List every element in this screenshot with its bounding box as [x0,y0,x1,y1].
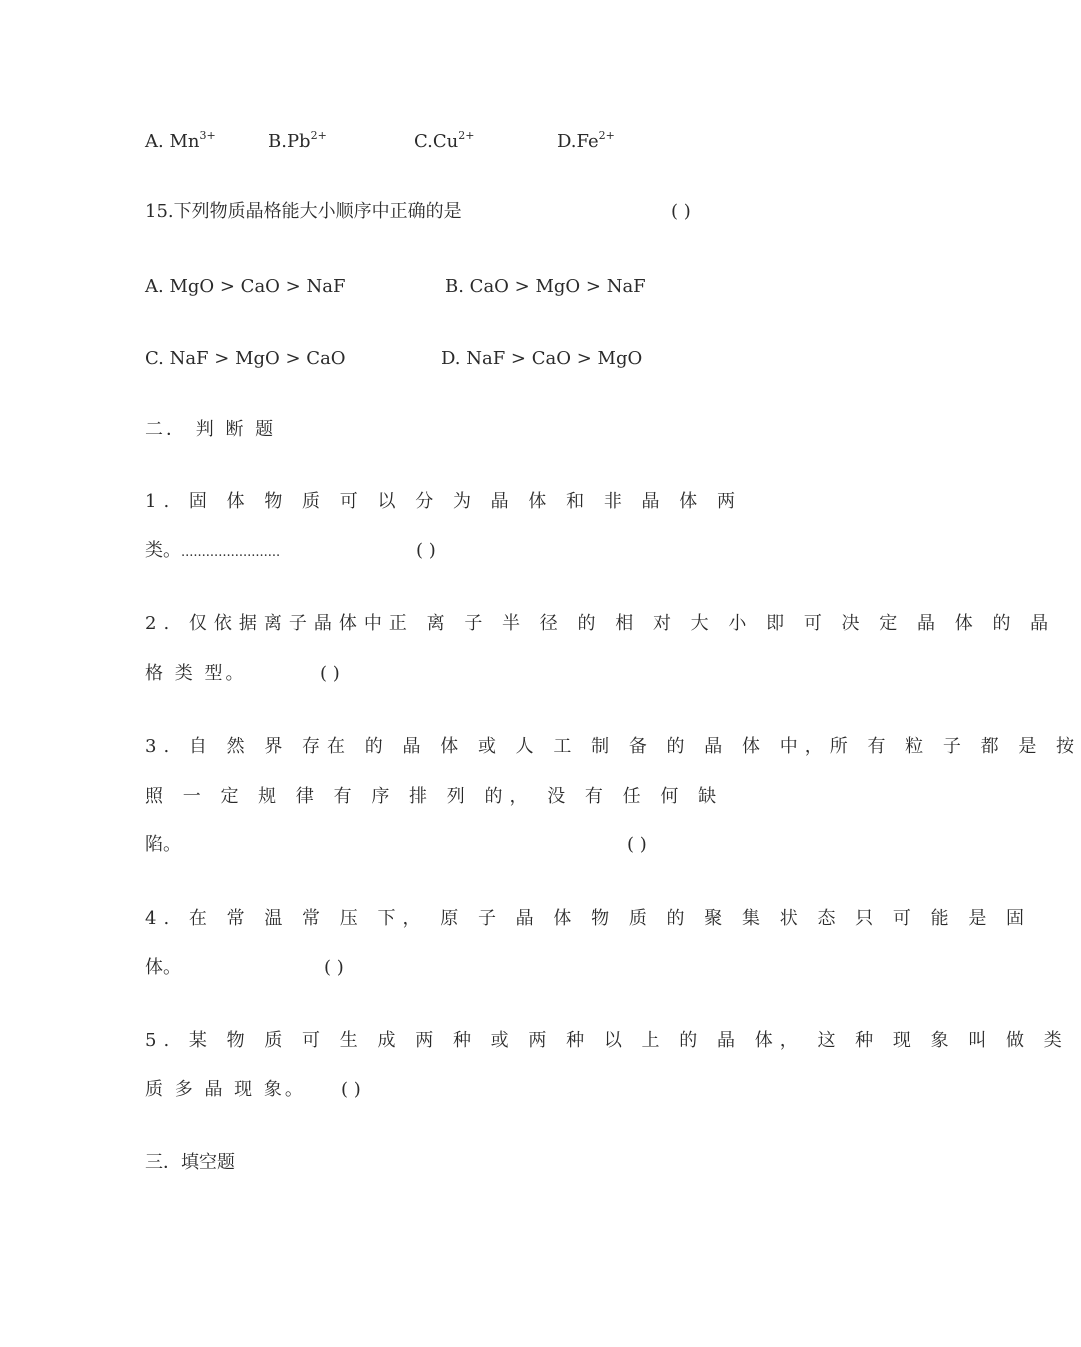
judge-item-5-paren: ( ) [341,1079,361,1100]
q14-option-d: $D.Fe^{2+}$ [557,129,615,152]
judge-item-3-line-2: 照 一 定 规 律 有 序 排 列 的， 没 有 任 何 缺 [145,786,724,807]
judge-item-4-paren: ( ) [324,957,344,978]
q15-answer-paren: ( ) [671,201,691,222]
judge-item-1-paren: ( ) [416,540,436,561]
judge-item-1-dots: ........................ [181,545,281,560]
q15-option-c: C. NaF > MgO > CaO [145,348,346,369]
judge-item-1-line-2: 类。........................ [145,540,281,561]
q14-option-a: A. $Mn^{3+}$ [145,129,216,152]
judge-item-2-line-1: 2. 仅依据离子晶体中正 离 子 半 径 的 相 对 大 小 即 可 决 定 晶 体 的 晶 [145,613,1056,634]
judge-item-3-line-1: 3. 自 然 界 存在 的 晶 体 或 人 工 制 备 的 晶 体 中，所 有 粒 子 都 是 按 [145,736,1081,757]
judge-item-5-line-2: 质 多 晶 现 象。 [145,1079,306,1100]
judge-item-3-line-3: 陷。 [145,834,181,855]
judge-item-5-line-1: 5. 某 物 质 可 生 成 两 种 或 两 种 以 上 的 晶 体， 这 种 现 象 叫 做 类 [145,1030,1069,1051]
judge-item-4-line-2: 体。 [145,957,181,978]
judge-item-2-line-2: 格 类 型。 [145,663,247,684]
section-3-title: 三．填空题 [145,1152,235,1173]
judge-item-4-line-1: 4. 在 常 温 常 压 下， 原 子 晶 体 物 质 的 聚 集 状 态 只 可 能 是 固 [145,908,1032,929]
q15-stem: 15.下列物质晶格能大小顺序中正确的是 [145,201,462,222]
q15-option-a: A. MgO > CaO > NaF [145,276,346,297]
judge-item-3-paren: ( ) [627,834,647,855]
judge-item-2-paren: ( ) [320,663,340,684]
q14-option-b: $B.Pb^{2+}$ [268,129,327,152]
q14-option-c: $C.Cu^{2+}$ [414,129,475,152]
judge-item-1-line-1: 1. 固 体 物 质 可 以 分 为 晶 体 和 非 晶 体 两 [145,491,742,512]
q15-option-d: D. NaF > CaO > MgO [441,348,643,369]
q15-option-b: B. CaO > MgO > NaF [445,276,646,297]
section-2-title: 二． 判 断 题 [145,419,277,440]
